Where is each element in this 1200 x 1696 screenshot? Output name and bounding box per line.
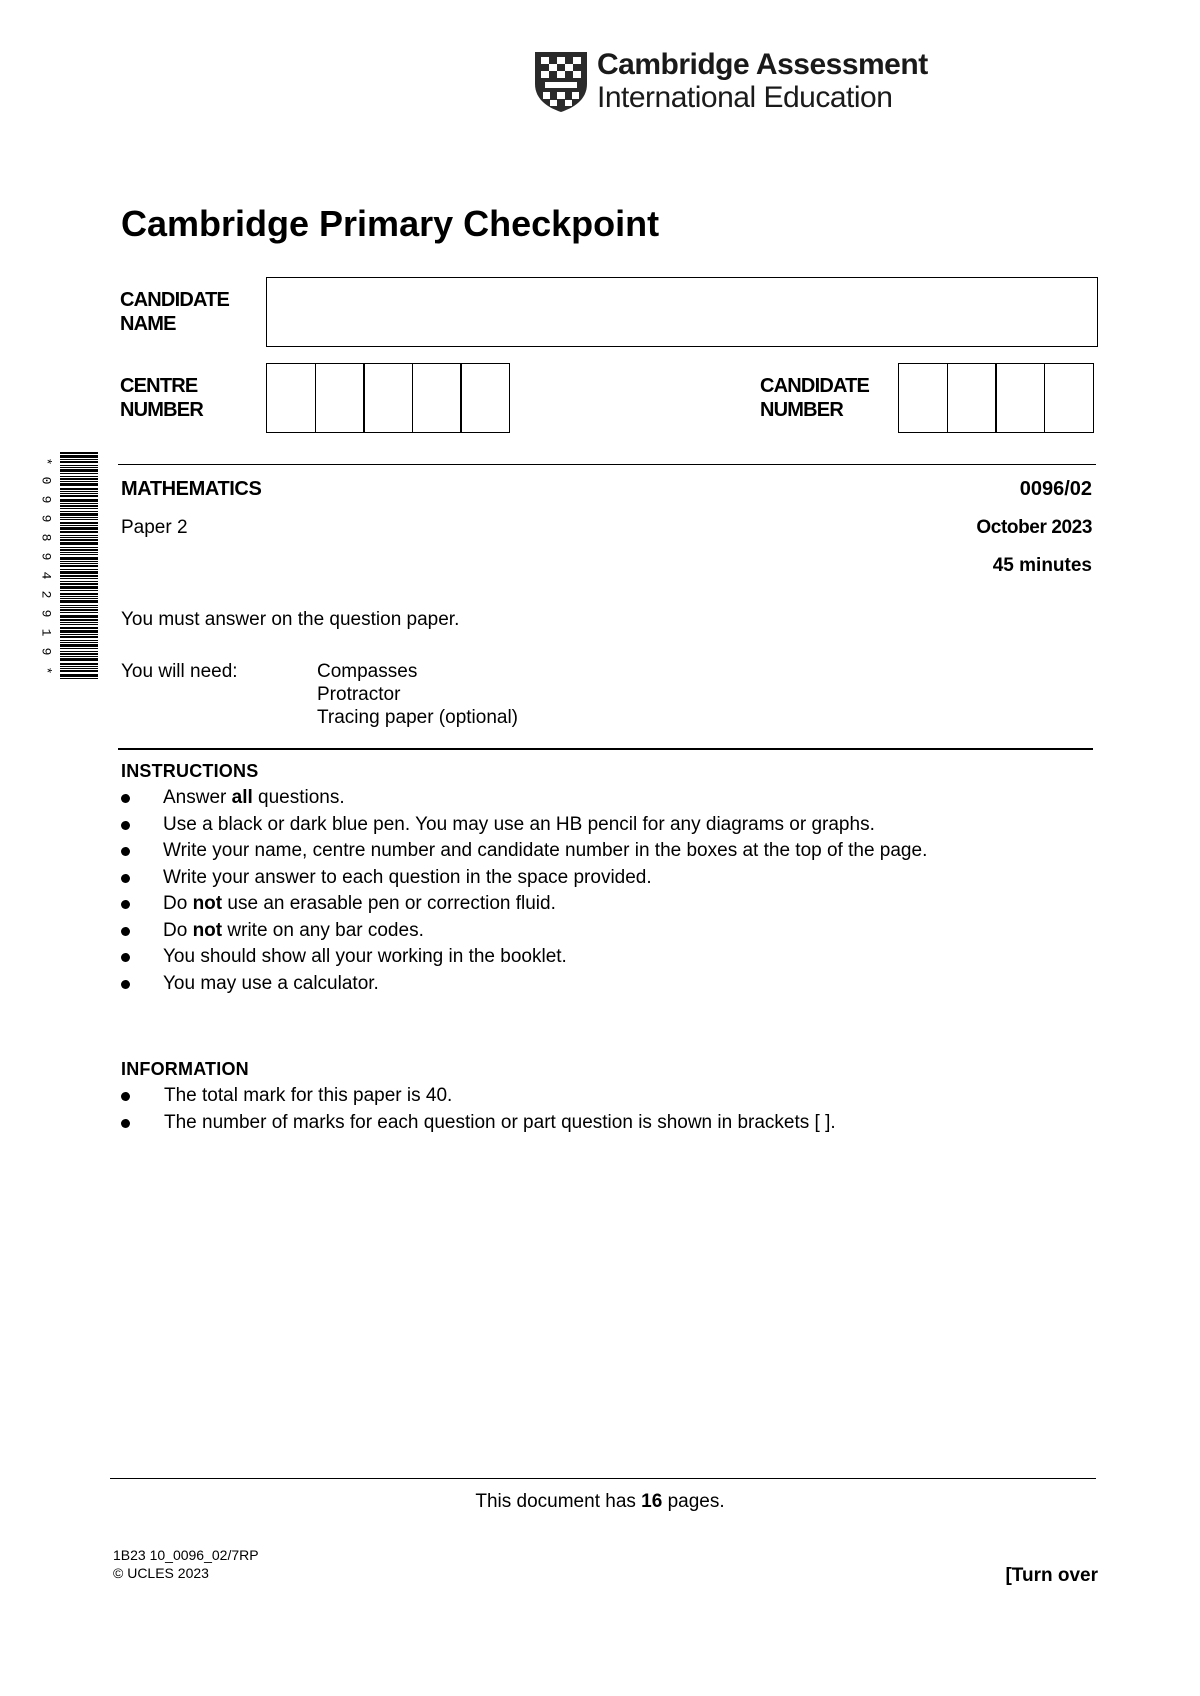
page-count-text: pages.: [662, 1491, 725, 1512]
instruction-text: Answer: [163, 787, 232, 808]
barcode-bar: [60, 452, 98, 454]
information-list: [121, 1083, 836, 1136]
barcode-digit: 9: [38, 609, 54, 618]
barcode-bar: [60, 600, 98, 603]
barcode-bar: [60, 627, 98, 629]
centre-number-digit-box[interactable]: [315, 363, 365, 433]
barcode-bar: [60, 478, 98, 480]
barcode-bar: [60, 491, 98, 492]
exam-session: October 2023: [976, 517, 1092, 538]
barcode-bar: [60, 513, 98, 516]
barcode-bar: [60, 668, 98, 669]
barcode: [38, 452, 100, 682]
barcode-digit: 8: [38, 533, 54, 542]
barcode-bar: [60, 634, 98, 635]
barcode-bar: [60, 596, 98, 597]
barcode-bar: [60, 488, 98, 490]
barcode-bar: [60, 619, 98, 621]
information-heading: INFORMATION: [121, 1059, 249, 1079]
barcode-bar: [60, 554, 98, 555]
candidate-number-label: [760, 374, 869, 422]
barcode-bar: [60, 503, 98, 504]
barcode-bar: [60, 622, 98, 623]
barcode-bar: [60, 483, 98, 486]
candidate-number-digit-box[interactable]: [947, 363, 997, 433]
page-count: 16: [641, 1491, 663, 1512]
cambridge-shield-icon: [533, 50, 589, 114]
information-text: The number of marks for each question or part question is shown in brackets [ ].: [164, 1111, 836, 1133]
syllabus-code: 0096/02: [1019, 478, 1092, 500]
barcode-bar: [60, 630, 98, 633]
candidate-number-digit-box[interactable]: [1044, 363, 1094, 433]
barcode-bar: [60, 571, 98, 574]
barcode-bar: [60, 607, 98, 608]
instruction-item: [121, 865, 927, 892]
bullet-icon: [121, 821, 130, 830]
information-item: [121, 1083, 836, 1110]
bullet-icon: [121, 874, 130, 883]
instruction-item: [121, 891, 927, 918]
paper-name: Paper 2: [121, 517, 188, 538]
answer-note: You must answer on the question paper.: [121, 609, 460, 630]
centre-number-digit-box[interactable]: [412, 363, 462, 433]
page-title: Cambridge Primary Checkpoint: [121, 203, 660, 244]
candidate-name-label-line1: CANDIDATE: [120, 289, 230, 311]
barcode-bar: [60, 476, 98, 477]
barcode-bar: [60, 578, 98, 579]
bullet-icon: [121, 980, 130, 989]
barcode-bar: [60, 605, 98, 606]
barcode-bar: [60, 640, 98, 641]
equipment-list: [317, 660, 518, 729]
information-item: [121, 1110, 836, 1137]
candidate-name-label-line2: NAME: [120, 313, 176, 335]
barcode-bar: [60, 651, 98, 652]
barcode-bar: [60, 642, 98, 643]
barcode-bar: [60, 678, 98, 679]
barcode-bar: [60, 459, 98, 460]
instruction-text: Write your answer to each question in the space provided.: [163, 866, 652, 888]
barcode-digit: 1: [38, 628, 54, 637]
centre-number-boxes: [266, 363, 510, 433]
instruction-text: Do: [163, 893, 193, 914]
barcode-bar: [60, 670, 98, 672]
barcode-bar: [60, 648, 98, 649]
bullet-icon: [121, 847, 130, 856]
barcode-bar: [60, 598, 98, 599]
barcode-bar: [60, 547, 98, 548]
exam-duration: 45 minutes: [992, 555, 1092, 576]
equipment-item: Protractor: [317, 684, 401, 705]
candidate-name-box[interactable]: [266, 277, 1098, 347]
copyright: © UCLES 2023: [113, 1565, 209, 1581]
barcode-bar: [60, 537, 98, 538]
barcode-bar: [60, 609, 98, 611]
barcode-bar: [60, 653, 98, 655]
document-reference: [113, 1546, 259, 1582]
barcode-digit: 2: [38, 590, 54, 599]
barcode-bar: [60, 656, 98, 657]
barcode-bar: [60, 505, 98, 507]
instructions-heading: INSTRUCTIONS: [121, 761, 259, 781]
instruction-text: use an erasable pen or correction fluid.: [222, 893, 556, 914]
barcode-bar: [60, 461, 98, 463]
barcode-bar: [60, 531, 98, 533]
bullet-icon: [121, 1119, 130, 1128]
barcode-digit: *: [38, 457, 54, 466]
barcode-bar: [60, 465, 98, 466]
instruction-item: [121, 838, 927, 865]
instruction-item: [121, 812, 927, 839]
instruction-text: You should show all your working in the booklet.: [163, 946, 567, 967]
barcode-bar: [60, 493, 98, 494]
equipment-item: Tracing paper (optional): [317, 707, 519, 728]
barcode-bar: [60, 644, 98, 647]
instruction-emphasis: not: [192, 919, 223, 941]
barcode-bar: [60, 517, 98, 518]
barcode-digit: *: [38, 666, 54, 675]
need-label: You will need:: [121, 661, 238, 682]
bullet-icon: [121, 794, 130, 803]
page-count-note: [0, 1491, 1200, 1513]
barcode-bar: [60, 539, 98, 541]
candidate-number-label-line2: NUMBER: [760, 399, 843, 421]
barcode-bar: [60, 563, 98, 564]
barcode-bar: [60, 455, 98, 458]
equipment-item: Compasses: [317, 661, 418, 682]
instructions-divider: [118, 748, 1093, 750]
barcode-bar: [60, 561, 98, 562]
header-divider: [118, 464, 1096, 465]
instruction-item: [121, 971, 927, 998]
barcode-digit: 9: [38, 647, 54, 656]
subject: MATHEMATICS: [121, 478, 262, 500]
barcode-bar: [60, 590, 98, 591]
instruction-text: Write your name, centre number and candidate number in the boxes at the top of the page.: [163, 840, 928, 861]
instruction-item: [121, 918, 927, 945]
barcode-digit: 9: [38, 495, 54, 504]
logo-line-2: International Education: [597, 81, 893, 114]
barcode-bar: [60, 636, 98, 638]
barcode-bar: [60, 473, 98, 474]
barcode-bar: [60, 467, 98, 468]
barcode-bar: [60, 495, 98, 497]
centre-number-digit-box[interactable]: [363, 363, 413, 433]
barcode-bar: [60, 549, 98, 551]
centre-number-label-line2: NUMBER: [120, 399, 203, 421]
barcode-bar: [60, 593, 98, 595]
instructions-list: [121, 785, 927, 997]
barcode-bar: [60, 658, 98, 661]
bullet-icon: [121, 1092, 130, 1101]
instruction-item: [121, 785, 927, 812]
barcode-digit: 4: [38, 571, 54, 580]
instruction-text: write on any bar codes.: [222, 919, 424, 941]
centre-number-digit-box[interactable]: [266, 363, 316, 433]
barcode-bar: [60, 481, 98, 482]
candidate-number-boxes: [898, 363, 1094, 433]
barcode-bar: [60, 565, 98, 567]
barcode-bar: [60, 519, 98, 520]
barcode-bar: [60, 575, 98, 577]
candidate-number-digit-box[interactable]: [898, 363, 948, 433]
bullet-icon: [121, 953, 130, 962]
information-text: The total mark for this paper is 40.: [164, 1085, 453, 1106]
barcode-bar: [60, 583, 98, 585]
centre-number-label: [120, 374, 203, 422]
instruction-emphasis: all: [231, 787, 253, 808]
barcode-bar: [60, 569, 98, 570]
candidate-number-digit-box[interactable]: [995, 363, 1045, 433]
barcode-bar: [60, 511, 98, 512]
barcode-bar: [60, 615, 98, 618]
reference-code: 1B23 10_0096_02/7RP: [113, 1547, 259, 1563]
barcode-bar: [60, 525, 98, 526]
centre-number-digit-box[interactable]: [460, 363, 510, 433]
instruction-text: You may use a calculator.: [163, 972, 379, 994]
barcode-digit: 9: [38, 514, 54, 523]
barcode-bar: [60, 535, 98, 536]
barcode-bar: [60, 612, 98, 613]
logo-line-1: Cambridge Assessment: [597, 48, 928, 81]
barcode-bar: [60, 522, 98, 524]
instruction-text: Use a black or dark blue pen. You may use an HB pencil for any diagrams or graphs.: [163, 813, 875, 835]
instruction-emphasis: not: [192, 893, 223, 914]
barcode-digit: 9: [38, 552, 54, 561]
barcode-bar: [60, 557, 98, 560]
candidate-name-label: [120, 288, 229, 336]
turn-over: [Turn over: [1005, 1565, 1098, 1586]
footer-divider: [110, 1478, 1096, 1479]
barcode-digit: 0: [38, 476, 54, 485]
barcode-bar: [60, 469, 98, 472]
barcode-bar: [60, 527, 98, 530]
instruction-text: Do: [163, 919, 193, 941]
barcode-bar: [60, 499, 98, 502]
barcode-bars: [60, 452, 98, 680]
barcode-bar: [60, 508, 98, 509]
barcode-bar: [60, 586, 98, 589]
bullet-icon: [121, 900, 130, 909]
barcode-bar: [60, 666, 98, 667]
barcode-digits: [38, 452, 54, 680]
barcode-bar: [60, 552, 98, 553]
page-count-text: This document has: [475, 1491, 642, 1512]
barcode-bar: [60, 674, 98, 677]
candidate-number-label-line1: CANDIDATE: [760, 375, 870, 397]
cambridge-logo: [533, 48, 928, 116]
barcode-bar: [60, 581, 98, 582]
barcode-bar: [60, 542, 98, 545]
barcode-bar: [60, 663, 98, 665]
instruction-item: [121, 944, 927, 971]
instruction-text: questions.: [252, 787, 345, 808]
centre-number-label-line1: CENTRE: [120, 375, 198, 397]
bullet-icon: [121, 927, 130, 936]
barcode-bar: [60, 624, 98, 625]
